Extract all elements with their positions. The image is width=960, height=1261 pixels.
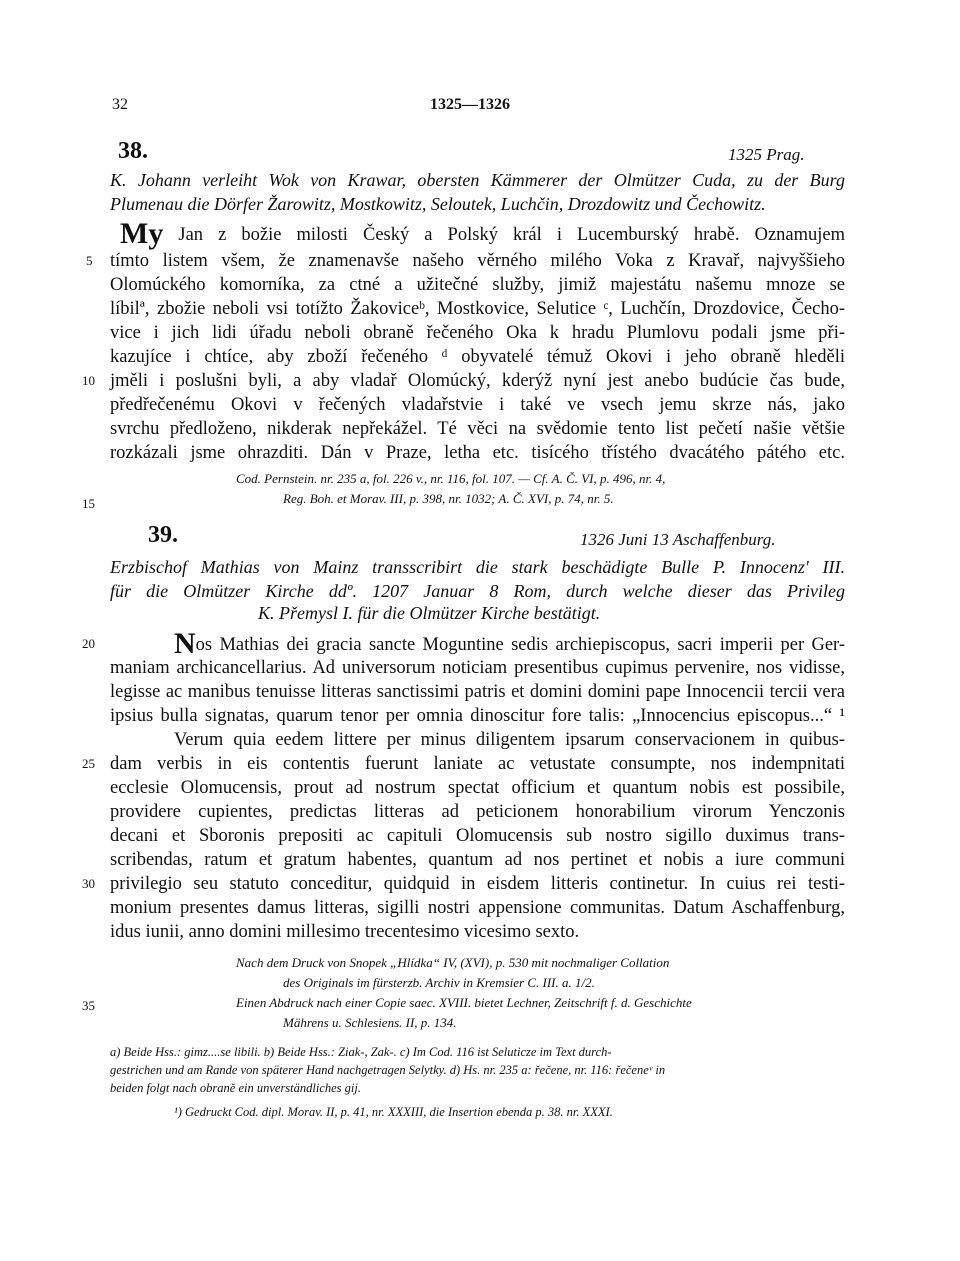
doc39-text: os Mathias dei gracia sancte Moguntine sedis archiepiscopus, sacri imperii per Ger- xyxy=(195,635,845,655)
doc39-text-line-7: ecclesie Olomucensis, prout ad nostrum spectat officium et quantum nobis est possibile, xyxy=(110,778,845,798)
doc38-source-1: Cod. Pernstein. nr. 235 a, fol. 226 v., nr. 116, fol. 107. — Cf. A. Č. VI, p. 496, nr. 4, xyxy=(236,471,666,486)
doc39-date-place: 1326 Juni 13 Aschaffenburg. xyxy=(580,530,776,549)
doc38-text-line-10: rozkázali jsme ohrazditi. Dán v Praze, letha etc. tisícého třístého dvacátého pátého etc. xyxy=(110,443,845,463)
doc38-text-line-4: líbilª, zbožie neboli vsi totížto Žakoviceᵇ, Mostkovice, Selutice ᶜ, Luchčín, Drozdovice, Čecho- xyxy=(110,299,845,319)
variant-notes-line-2: gestrichen und am Rande von späterer Hand nachgetragen Selytky. d) Hs. nr. 235 a: řečene, nr. 116: řečeneᵛ in xyxy=(110,1063,666,1077)
doc39-text-line-5: Verum quia eedem littere per minus diligentem ipsarum conservacionem in quibus- xyxy=(174,730,845,750)
doc38-text-line-8: předřečenému Okovi v řečených vladařstvie i také ve vsech jemu skrze nás, jako xyxy=(110,395,845,415)
doc39-text-line-8: providere cupientes, predictas litteras ad peticionem honorabilium virorum Yenczonis xyxy=(110,802,845,822)
doc39-summary-line-2: für die Olmützer Kirche ddº. 1207 Januar 8 Rom, durch welche dieser das Privileg xyxy=(110,581,845,601)
doc39-text-line-1 xyxy=(174,627,845,660)
doc39-source-1: Nach dem Druck von Snopek „Hlídka“ IV, (XVI), p. 530 mit nochmaliger Collation xyxy=(236,955,670,970)
line-number: 35 xyxy=(82,998,95,1013)
doc38-source-2: Reg. Boh. et Morav. III, p. 398, nr. 1032; A. Č. XVI, p. 74, nr. 5. xyxy=(283,491,614,506)
doc39-summary-line-1: Erzbischof Mathias von Mainz transscribirt die stark beschädigte Bulle P. Innocenz' III. xyxy=(110,557,845,577)
doc39-source-4: Mährens u. Schlesiens. II, p. 134. xyxy=(283,1015,457,1030)
doc39-text-line-2: maniam archicancellarius. Ad universorum noticiam presentibus cupimus pervenire, nos vidisse, xyxy=(110,658,845,678)
doc39-summary-line-3: K. Přemysl I. für die Olmützer Kirche bestätigt. xyxy=(258,603,601,623)
line-number: 20 xyxy=(82,636,95,651)
line-number: 15 xyxy=(82,496,95,511)
doc38-text-line-6: kazujíce i chtíce, aby zboží řečeného ᵈ obyvatelé témuž Okovi i jeho obraně hleděli xyxy=(110,347,845,367)
page-number: 32 xyxy=(112,96,128,113)
drop-initial: My xyxy=(120,217,164,250)
doc39-source-2: des Originals im fürsterzb. Archiv in Kremsier C. III. a. 1/2. xyxy=(283,975,595,990)
doc39-text-line-13: idus iunii, anno domini millesimo trecentesimo vicesimo sexto. xyxy=(110,922,580,942)
doc38-text-line-3: Olomúckého komorníka, za ctné a užitečné služby, jimiž majestátu našemu mnoze se xyxy=(110,275,845,295)
variant-notes-line-3: beiden folgt nach obraně ein unverständliches gij. xyxy=(110,1081,361,1095)
doc38-text-line-5: vice i jich lidi úřadu neboli obraně řečeného Oka k hradu Plumlovu podali jsme při- xyxy=(110,323,845,343)
doc38-text-line-9: svrchu předloženo, nikderak nepřekážel. Té věci na svědomie tento list pečetí našie většie xyxy=(110,419,845,439)
doc39-number: 39. xyxy=(148,522,178,548)
doc38-text: Jan z božie milosti Český a Polský král i Lucemburský hrabě. Oznamujem xyxy=(163,225,845,245)
doc38-summary-line-2: Plumenau die Dörfer Žarowitz, Mostkowitz, Seloutek, Luchčin, Drozdowitz und Čechowitz. xyxy=(110,194,766,214)
running-title: 1325—1326 xyxy=(430,96,510,113)
doc38-text-line-7: jměli i poslušni byli, a aby vladař Olomúcký, kderýž nyní jest anebo budúcie čas bude, xyxy=(110,371,845,391)
line-number: 10 xyxy=(82,373,95,388)
footnote: ¹) Gedruckt Cod. dipl. Morav. II, p. 41, nr. XXXIII, die Insertion ebenda p. 38. nr. XXXI. xyxy=(174,1105,613,1119)
doc39-text-line-4: ipsius bulla signatas, quarum tenor per omnia dinoscitur fore talis: „Innocencius episcopus...“ ¹ xyxy=(110,706,845,726)
doc39-text-line-10: scribendas, ratum et gratum habentes, quantum ad nos pertinet et nobis a iure communi xyxy=(110,850,845,870)
doc39-text-line-12: monium presentes damus litteras, sigilli nostri appensione communitas. Datum Aschaffenburg, xyxy=(110,898,845,918)
line-number: 30 xyxy=(82,876,95,891)
doc39-text-line-9: decani et Sboronis prepositi ac capituli Olomucensis sub nostro sigillo duximus trans- xyxy=(110,826,845,846)
line-number: 25 xyxy=(82,756,95,771)
doc38-text-line-2: tímto listem všem, že znamenavše našeho věrného milého Voka z Kravař, najvyššieho xyxy=(110,251,845,271)
doc39-text-line-3: legisse ac manibus tenuisse litteras sanctissimi patris et domini domini pape Innocencii tercii vera xyxy=(110,682,845,702)
doc38-text-line-1 xyxy=(120,217,845,250)
doc39-source-3: Einen Abdruck nach einer Copie saec. XVIII. bietet Lechner, Zeitschrift f. d. Geschichte xyxy=(236,995,692,1010)
variant-notes-line-1: a) Beide Hss.: gimz....se libili. b) Beide Hss.: Ziak-, Zak-. c) Im Cod. 116 ist Seluticze im Text durch- xyxy=(110,1045,612,1059)
doc38-summary-line-1: K. Johann verleiht Wok von Krawar, obersten Kämmerer der Olmützer Cuda, zu der Burg xyxy=(110,170,845,190)
line-number: 5 xyxy=(86,253,93,268)
doc39-text-line-11: privilegio seu statuto conceditur, quidquid in eisdem litteris continetur. In cuius rei testi- xyxy=(110,874,845,894)
doc38-date-place: 1325 Prag. xyxy=(728,145,805,164)
drop-initial: N xyxy=(174,627,196,660)
doc38-number: 38. xyxy=(118,138,148,164)
doc39-text-line-6: dam verbis in eis contentis fuerunt laniate ac vetustate consumpte, nos indempnitati xyxy=(110,754,845,774)
